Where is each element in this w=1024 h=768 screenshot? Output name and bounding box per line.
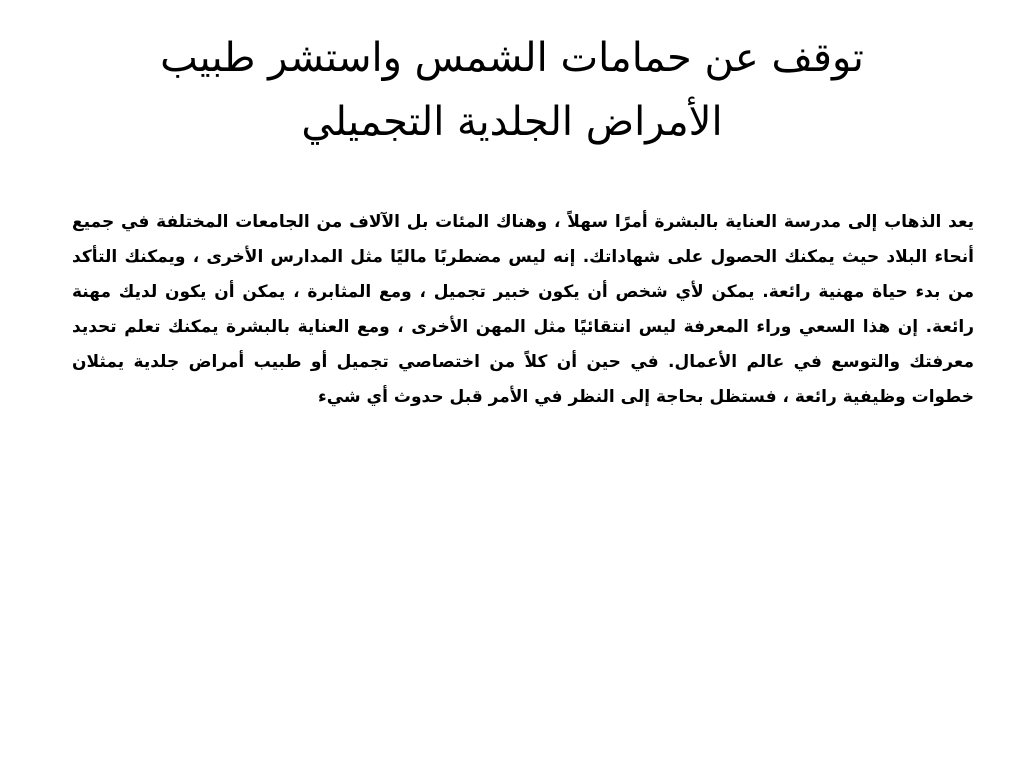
slide-title: توقف عن حمامات الشمس واستشر طبيب الأمراض الجلدية التجميلي bbox=[160, 35, 864, 145]
slide-body-text: يعد الذهاب إلى مدرسة العناية بالبشرة أمرًا سهلاً ، وهناك المئات بل الآلاف من الجامعات المختلفة في جميع أنحاء البلاد حيث يمكنك الحصول على شهاداتك. إنه ليس مضطربًا ماليًا مثل المدارس الأخرى ، ويمكنك التأكد من بدء حياة مهنية رائعة. يمكن لأي شخص أن يكون خبير تجميل ، ومع المثابرة ، يمكن أن يكون لديك مهنة رائعة. إن هذا السعي وراء المعرفة ليس انتقائيًا مثل المهن الأخرى ، ومع العناية بالبشرة يمكنك تعلم تحديد معرفتك والتوسع في عالم الأعمال. في حين أن كلاً من اختصاصي تجميل أو طبيب أمراض جلدية يمثلان خطوات وظيفية رائعة ، فستظل بحاجة إلى النظر في الأمر قبل حدوث أي شيء bbox=[72, 212, 974, 407]
